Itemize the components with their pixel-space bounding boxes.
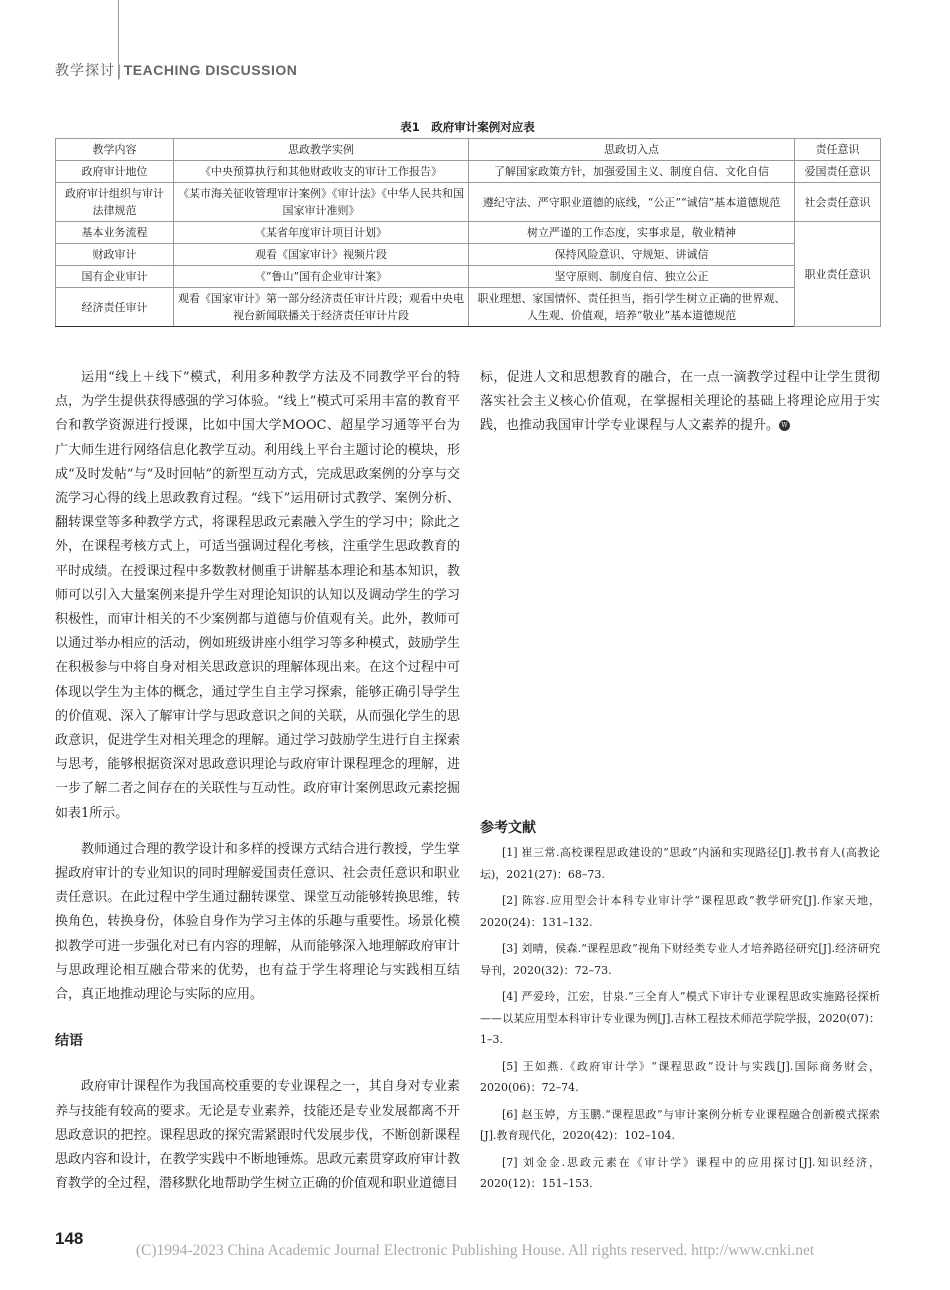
table-row [56,183,881,222]
copyright-footer: (C)1994-2023 China Academic Journal Electronic Publishing House. All rights reserved. http://www.cnki.net [135,1242,815,1259]
table-cell-point: 遵纪守法、严守职业道德的底线，“公正”“诚信”基本道德规范 [469,183,795,222]
table-header-example: 思政教学实例 [174,139,469,161]
table-cell-point: 保持风险意识、守规矩、讲诚信 [469,244,795,266]
conclusion-heading: 结语 [55,1033,83,1050]
section-title-en: TEACHING DISCUSSION [123,62,298,78]
table-cell-duty: 职业责任意识 [795,222,881,327]
table-cell-content: 基本业务流程 [56,222,174,244]
table-row [56,288,881,327]
table-cell-example: 《中央预算执行和其他财政收支的审计工作报告》 [174,161,469,183]
table-cell-example: 《“鲁山”国有企业审计案》 [174,266,469,288]
page-number: 148 [55,1229,84,1248]
table-cell-content: 政府审计地位 [56,161,174,183]
table-row [56,266,881,288]
table-cell-example: 观看《国家审计》视频片段 [174,244,469,266]
table-row [56,222,881,244]
reference-item: [7] 刘金金.思政元素在《审计学》课程中的应用探讨[J].知识经济，2020(12)：151–153. [480,1155,880,1190]
table-row [56,244,881,266]
table-caption: 表1 政府审计案例对应表 [400,120,535,134]
table-header-duty: 责任意识 [795,139,881,161]
table-header-content: 教学内容 [56,139,174,161]
body-paragraph-2: 教师通过合理的教学设计和多样的授课方式结合进行教授，学生掌握政府审计的专业知识的同时理解爱国责任意识、社会责任意识和职业责任意识。在此过程中学生通过翻转课堂、课堂互动能够转换思维，转换角色，转换身份，体验自身作为学习主体的乐趣与重要性。场景化模拟教学可进一步强化对已有内容的理解，从而能够深入地理解政府审计与思政理论相互融合带来的优势，也有益于学生将理论与实践相互结合，真正地推动理论与实际的应用。 [55,841,460,1003]
table-row [56,161,881,183]
table-header-row [56,139,881,161]
conclusion-paragraph [55,1075,460,1196]
article-end-mark-icon: W [779,420,790,431]
table-cell-point: 坚守原则、制度自信、独立公正 [469,266,795,288]
references-list [480,842,880,1200]
reference-item: [2] 陈容.应用型会计本科专业审计学“课程思政”教学研究[J].作家天地，2020(24)：131–132. [480,894,880,929]
header-separator: | [117,63,122,79]
body-paragraph-1: 运用“线上＋线下”模式，利用多种教学方法及不同教学平台的特点，为学生提供获得感强的学习体验。“线上”模式可采用丰富的教育平台和教学资源进行授课，比如中国大学MOOC、超星学习通等平台为广大师生进行网络信息化教学互动。利用线上平台主题讨论的模块，形成“及时发帖”与“及时回帖”的新型互动方式，完成思政案例的分享与交流学习心得的线上思政教育过程。“线下”运用研讨式教学、案例分析、翻转课堂等多种教学方式，将课程思政元素融入学生的学习中；除此之外，在课程考核方式上，可适当强调过程化考核，注重学生思政教育的平时成绩。在授课过程中多数教材侧重于讲解基本理论和基本知识，教师可以引入大量案例来提升学生对理论知识的认知以及调动学生的学习积极性，而审计相关的不少案例都与道德与价值观有关。此外，教师可以通过举办相应的活动，例如班级讲座小组学习等多种模式，鼓励学生在积极参与中将自身对相关思政意识的理解体现出来。在这个过程中可体现以学生为主体的概念，通过学生自主学习探索，能够正确引导学生的价值观、深入了解审计学与思政意识之间的关联，从而强化学生的思政意识，促进学生对相关理念的理解。通过学习鼓励学生进行自主探索与思考，能够根据资深对思政意识理论与政府审计课程理念的理解，进一步了解二者之间存在的关联性与互动性。政府审计案例思政元素挖掘如表1所示。 [55,370,460,821]
reference-item: [6] 赵玉婷，方玉鹏.“课程思政”与审计案例分析专业课程融合创新模式探索[J].教育现代化，2020(42)：102–104. [480,1107,880,1142]
reference-item: [3] 刘晴，侯森.“课程思政”视角下财经类专业人才培养路径研究[J].经济研究导刊，2020(32)：72–73. [480,942,880,977]
table-cell-duty: 社会责任意识 [795,183,881,222]
table-cell-point: 了解国家政策方针，加强爱国主义、制度自信、文化自信 [469,161,795,183]
table-cell-duty: 爱国责任意识 [795,161,881,183]
table-cell-content: 国有企业审计 [56,266,174,288]
references-heading: 参考文献 [480,820,536,836]
reference-item: [1] 崔三常.高校课程思政建设的“思政”内涵和实现路径[J].教书育人(高教论坛)，2021(27)：68–73. [480,846,880,881]
conclusion-text: 政府审计课程作为我国高校重要的专业课程之一，其自身对专业素养与技能有较高的要求。无论是专业素养，技能还是专业发展都离不开思政意识的把控。课程思政的探究需紧跟时代发展步伐，不断创新课程思政内容和设计，在教学实践中不断地锤炼。思政元素贯穿政府审计教育教学的全过程，潜移默化地帮助学生树立正确的价值观和职业道德目 [55,1079,460,1192]
table-cell-content: 政府审计组织与审计法律规范 [56,183,174,222]
reference-item: [5] 王如燕.《政府审计学》“课程思政”设计与实践[J].国际商务财会，2020(06)：72–74. [480,1059,880,1094]
table-cell-content: 经济责任审计 [56,288,174,327]
table-cell-content: 财政审计 [56,244,174,266]
journal-section-header [55,60,297,80]
conclusion-paragraph-continued: 标，促进人文和思想教育的融合，在一点一滴教学过程中让学生贯彻落实社会主义核心价值观，在掌握相关理论的基础上将理论应用于实践，也推动我国审计学专业课程与人文素养的提升。 W [480,370,880,434]
right-column [480,366,880,439]
table-cell-point: 职业理想、家国情怀、责任担当，指引学生树立正确的世界观、人生观、价值观，培养“敬业”基本道德规范 [469,288,795,327]
left-column [55,366,460,1197]
table-cell-example: 《某省年度审计项目计划》 [174,222,469,244]
section-title-zh: 教学探讨 [55,63,115,79]
table-cell-example: 《某市海关征收管理审计案例》《审计法》《中华人民共和国国家审计准则》 [174,183,469,222]
table-cell-example: 观看《国家审计》第一部分经济责任审计片段；观看中央电视台新闻联播关于经济责任审计片段 [174,288,469,327]
reference-item: [4] 严爱玲，江宏，甘泉.“三全育人”模式下审计专业课程思政实施路径探析——以某应用型本科审计专业课为例[J].吉林工程技术师范学院学报，2020(07)：1–3. [480,990,880,1046]
case-table [55,138,881,327]
table-cell-point: 树立严谨的工作态度，实事求是，敬业精神 [469,222,795,244]
table-header-point: 思政切入点 [469,139,795,161]
